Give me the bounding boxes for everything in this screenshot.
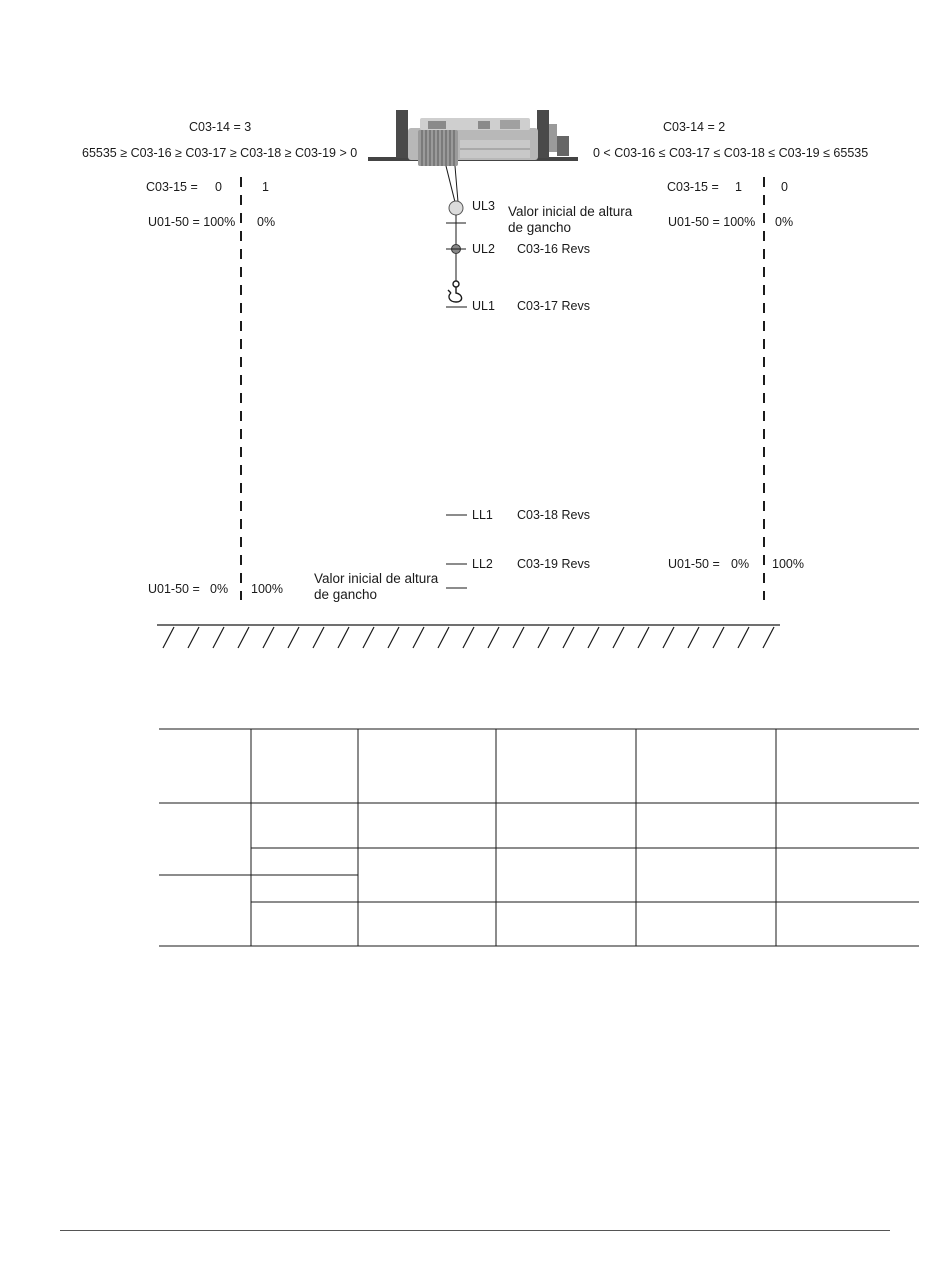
bottom-note-line1: Valor inicial de altura [314, 571, 439, 586]
ul3-label: UL3 [472, 199, 495, 213]
right-bottom-u0150-label: U01-50 = [668, 557, 720, 571]
ul1-label: UL1 [472, 299, 495, 313]
left-inequality: 65535 ≥ C03-16 ≥ C03-17 ≥ C03-18 ≥ C03-19 > 0 [82, 146, 358, 160]
ul3-ball-icon [449, 201, 463, 215]
left-c0315-right-value: 1 [262, 180, 269, 194]
right-inequality: 0 < C03-16 ≤ C03-17 ≤ C03-18 ≤ C03-19 ≤ 65535 [593, 146, 869, 160]
left-c0315-left-value: 0 [215, 180, 222, 194]
right-top-u0150-label: U01-50 = 100% [668, 215, 756, 229]
ul2-label: UL2 [472, 242, 495, 256]
parameter-table [159, 728, 919, 950]
ul3-note-line2: de gancho [508, 220, 572, 235]
right-c0315-right-value: 0 [781, 180, 788, 194]
ll2-value: C03-19 Revs [517, 557, 590, 571]
ul1-value: C03-17 Revs [517, 299, 590, 313]
left-c0315-label: C03-15 = [146, 180, 198, 194]
left-bottom-u0150-right-value: 100% [251, 582, 283, 596]
ll1-value: C03-18 Revs [517, 508, 590, 522]
left-bottom-u0150-left-value: 0% [210, 582, 229, 596]
left-top-u0150-right: 0% [257, 215, 276, 229]
right-bottom-u0150-right-value: 100% [772, 557, 804, 571]
left-top-u0150-label: U01-50 = 100% [148, 215, 236, 229]
ul2-value: C03-16 Revs [517, 242, 590, 256]
footer-rule [60, 1230, 890, 1231]
ul3-note-line1: Valor inicial de altura [508, 204, 633, 219]
left-mode-label: C03-14 = 3 [189, 120, 252, 134]
left-bottom-u0150-label: U01-50 = [148, 582, 200, 596]
ll1-label: LL1 [472, 508, 493, 522]
ground-hatch [157, 625, 780, 648]
hook-icon [448, 281, 462, 302]
right-bottom-u0150-left-value: 0% [731, 557, 750, 571]
ll2-label: LL2 [472, 557, 493, 571]
hoist-drum-image [368, 110, 578, 166]
right-c0315-label: C03-15 = [667, 180, 719, 194]
bottom-note-line2: de gancho [314, 587, 378, 602]
right-top-u0150-right: 0% [775, 215, 794, 229]
right-mode-label: C03-14 = 2 [663, 120, 726, 134]
right-c0315-left-value: 1 [735, 180, 742, 194]
